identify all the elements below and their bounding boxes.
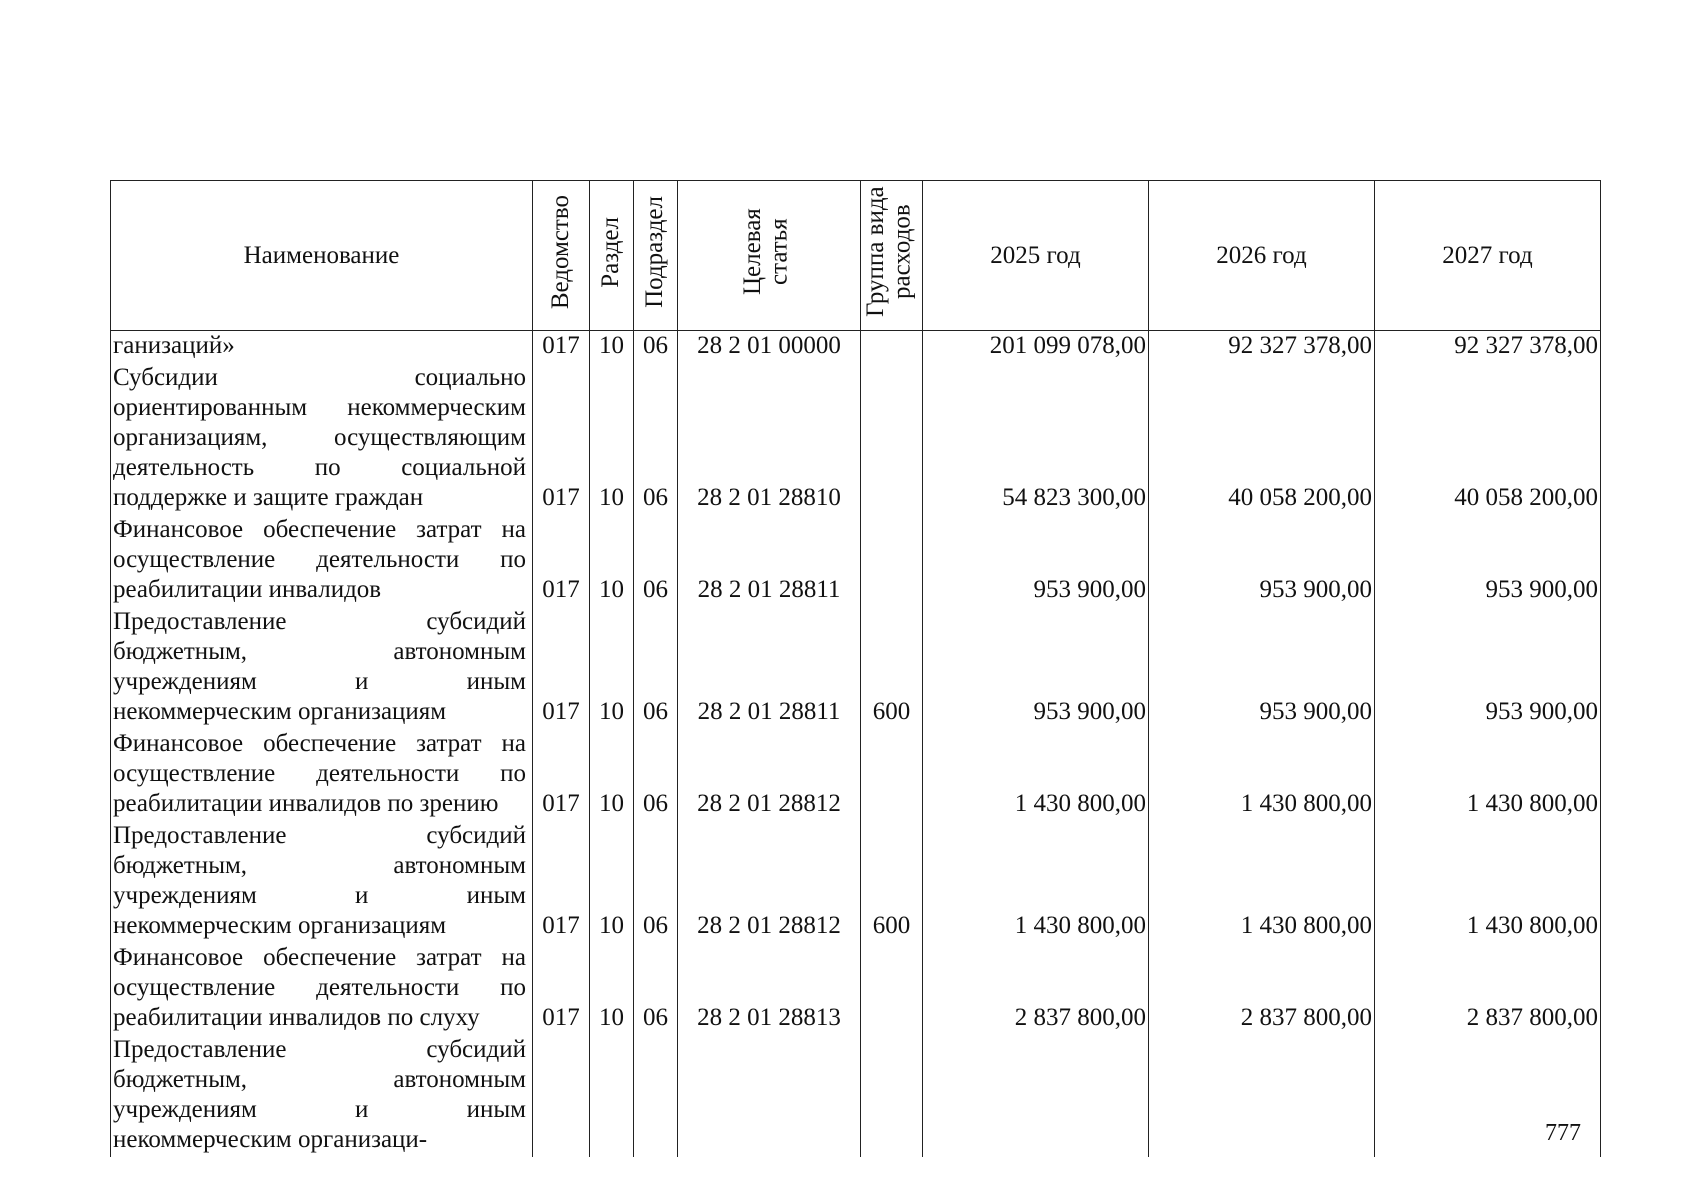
row-name: Предоставление субсидий бюджетным, автономным учреждениям и иным некоммерческим организациям bbox=[111, 607, 533, 729]
row-vedomstvo bbox=[533, 1035, 590, 1157]
row-celevaya: 28 2 01 00000 bbox=[678, 331, 861, 364]
row-gruppa bbox=[861, 363, 923, 515]
row-year1 bbox=[923, 1035, 1149, 1157]
table-row bbox=[111, 821, 1601, 943]
row-vedomstvo: 017 bbox=[533, 331, 590, 364]
header-razdel bbox=[590, 181, 634, 331]
budget-table bbox=[110, 180, 1601, 1157]
row-celevaya: 28 2 01 28813 bbox=[678, 943, 861, 1035]
row-year3: 40 058 200,00 bbox=[1375, 363, 1601, 515]
row-name: Предоставление субсидий бюджетным, автономным учреждениям и иным некоммерческим организациям bbox=[111, 821, 533, 943]
header-year3 bbox=[1375, 181, 1601, 331]
row-year1: 1 430 800,00 bbox=[923, 729, 1149, 821]
row-year2: 953 900,00 bbox=[1149, 607, 1375, 729]
table-row bbox=[111, 363, 1601, 515]
row-year3: 1 430 800,00 bbox=[1375, 821, 1601, 943]
header-year1-label: 2025 год bbox=[990, 241, 1081, 269]
row-year3: 1 430 800,00 bbox=[1375, 729, 1601, 821]
row-year3: 953 900,00 bbox=[1375, 515, 1601, 607]
row-name: Финансовое обеспечение затрат на осуществление деятельности по реабилитации инвалидов по зрению bbox=[111, 729, 533, 821]
row-celevaya: 28 2 01 28811 bbox=[678, 607, 861, 729]
row-year2: 1 430 800,00 bbox=[1149, 821, 1375, 943]
row-year1: 54 823 300,00 bbox=[923, 363, 1149, 515]
row-name: Финансовое обеспечение затрат на осуществление деятельности по реабилитации инвалидов bbox=[111, 515, 533, 607]
row-podrazdel: 06 bbox=[634, 363, 678, 515]
row-gruppa bbox=[861, 729, 923, 821]
row-year1: 2 837 800,00 bbox=[923, 943, 1149, 1035]
row-name: Субсидии социально ориентированным некоммерческим организациям, осуществляющим деятельность по социальной поддержке и защите граждан bbox=[111, 363, 533, 515]
row-year2: 40 058 200,00 bbox=[1149, 363, 1375, 515]
row-year2: 1 430 800,00 bbox=[1149, 729, 1375, 821]
row-razdel: 10 bbox=[590, 821, 634, 943]
row-celevaya bbox=[678, 1035, 861, 1157]
header-celevaya bbox=[678, 181, 861, 331]
table-row bbox=[111, 729, 1601, 821]
row-vedomstvo: 017 bbox=[533, 943, 590, 1035]
header-name bbox=[111, 181, 533, 331]
row-podrazdel: 06 bbox=[634, 821, 678, 943]
row-year3: 2 837 800,00 bbox=[1375, 943, 1601, 1035]
row-year1: 1 430 800,00 bbox=[923, 821, 1149, 943]
row-year1: 953 900,00 bbox=[923, 515, 1149, 607]
row-celevaya: 28 2 01 28812 bbox=[678, 729, 861, 821]
header-year2-label: 2026 год bbox=[1216, 241, 1307, 269]
row-name: Финансовое обеспечение затрат на осуществление деятельности по реабилитации инвалидов по слуху bbox=[111, 943, 533, 1035]
row-gruppa bbox=[861, 943, 923, 1035]
row-razdel: 10 bbox=[590, 729, 634, 821]
table-row bbox=[111, 943, 1601, 1035]
header-podrazdel bbox=[634, 181, 678, 331]
header-gruppa-label: Группа вида расходов bbox=[861, 186, 915, 318]
row-year1: 201 099 078,00 bbox=[923, 331, 1149, 364]
row-year2: 92 327 378,00 bbox=[1149, 331, 1375, 364]
header-gruppa bbox=[861, 181, 923, 331]
row-razdel bbox=[590, 1035, 634, 1157]
table-header-row bbox=[111, 181, 1601, 331]
header-podrazdel-label: Подраздел bbox=[641, 196, 669, 308]
header-year3-label: 2027 год bbox=[1442, 241, 1533, 269]
row-celevaya: 28 2 01 28812 bbox=[678, 821, 861, 943]
row-vedomstvo: 017 bbox=[533, 821, 590, 943]
row-razdel: 10 bbox=[590, 607, 634, 729]
row-podrazdel bbox=[634, 1035, 678, 1157]
row-celevaya: 28 2 01 28811 bbox=[678, 515, 861, 607]
row-gruppa bbox=[861, 331, 923, 364]
header-razdel-label: Раздел bbox=[597, 216, 625, 288]
row-podrazdel: 06 bbox=[634, 607, 678, 729]
row-razdel: 10 bbox=[590, 363, 634, 515]
row-vedomstvo: 017 bbox=[533, 729, 590, 821]
row-podrazdel: 06 bbox=[634, 331, 678, 364]
row-razdel: 10 bbox=[590, 943, 634, 1035]
header-year1 bbox=[923, 181, 1149, 331]
row-name: Предоставление субсидий бюджетным, автономным учреждениям и иным некоммерческим организаци- bbox=[111, 1035, 533, 1157]
row-year1: 953 900,00 bbox=[923, 607, 1149, 729]
row-podrazdel: 06 bbox=[634, 515, 678, 607]
header-name-label: Наименование bbox=[243, 241, 400, 269]
table-row bbox=[111, 515, 1601, 607]
row-name: ганизаций» bbox=[111, 331, 533, 364]
row-vedomstvo: 017 bbox=[533, 607, 590, 729]
header-vedomstvo bbox=[533, 181, 590, 331]
row-gruppa: 600 bbox=[861, 821, 923, 943]
row-year2: 953 900,00 bbox=[1149, 515, 1375, 607]
row-gruppa bbox=[861, 1035, 923, 1157]
row-year2: 2 837 800,00 bbox=[1149, 943, 1375, 1035]
row-razdel: 10 bbox=[590, 331, 634, 364]
header-celevaya-label: Целевая статья bbox=[739, 208, 793, 296]
row-gruppa: 600 bbox=[861, 607, 923, 729]
row-vedomstvo: 017 bbox=[533, 363, 590, 515]
row-podrazdel: 06 bbox=[634, 729, 678, 821]
table-row bbox=[111, 1035, 1601, 1157]
header-vedomstvo-label: Ведомство bbox=[546, 194, 574, 310]
row-razdel: 10 bbox=[590, 515, 634, 607]
table-row bbox=[111, 607, 1601, 729]
page-number: 777 bbox=[1545, 1120, 1581, 1146]
row-podrazdel: 06 bbox=[634, 943, 678, 1035]
row-vedomstvo: 017 bbox=[533, 515, 590, 607]
table-row bbox=[111, 331, 1601, 364]
row-celevaya: 28 2 01 28810 bbox=[678, 363, 861, 515]
row-year2 bbox=[1149, 1035, 1375, 1157]
row-year3: 92 327 378,00 bbox=[1375, 331, 1601, 364]
header-year2 bbox=[1149, 181, 1375, 331]
row-gruppa bbox=[861, 515, 923, 607]
row-year3: 953 900,00 bbox=[1375, 607, 1601, 729]
